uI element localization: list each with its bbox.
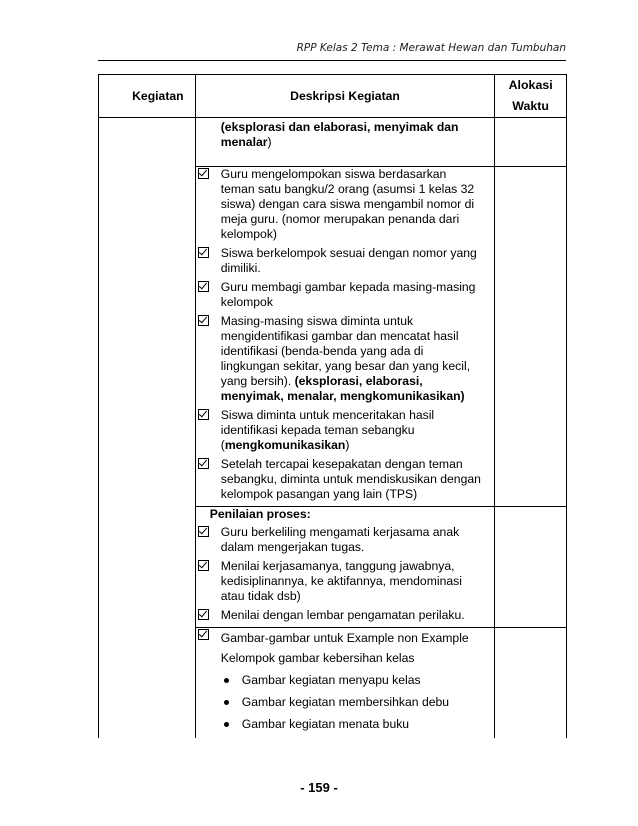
page-number: - 159 -: [300, 780, 338, 795]
column-header-deskripsi: Deskripsi Kegiatan: [195, 75, 495, 118]
checkbox-icon: [198, 247, 209, 258]
alokasi-cell: [495, 628, 567, 739]
alokasi-label: Alokasi: [508, 78, 553, 92]
list-item: Guru berkeliling mengamati kerjasama anak dalam mengerjakan tugas.: [196, 525, 495, 555]
list-item: Menilai kerjasamanya, tanggung jawabnya, kedisiplinannya, ke aktifannya, mendominasi atau tidak dsb): [196, 559, 495, 604]
list-item: Guru membagi gambar kepada masing-masing kelompok: [196, 280, 495, 310]
checkbox-icon: [198, 168, 209, 179]
list-item: Gambar-gambar untuk Example non Example Kelompok gambar kebersihan kelas: [196, 628, 495, 668]
lesson-activity-table: [98, 74, 567, 738]
list-item: Menilai dengan lembar pengamatan perilaku.: [196, 608, 495, 623]
list-item: Guru mengelompokan siswa berdasarkan teman satu bangku/2 orang (asumsi 1 kelas 32 siswa) dengan cara siswa mengambil nomor di meja guru. (nomor merupakan penanda dari kelompok): [196, 167, 495, 242]
column-header-alokasi-waktu: [495, 75, 567, 118]
bullet-item: Gambar kegiatan menyapu kelas: [196, 672, 495, 688]
alokasi-cell: [495, 507, 567, 628]
list-item: Siswa diminta untuk menceritakan hasil identifikasi kepada teman sebangku (mengkomunikasikan): [196, 408, 495, 453]
checkbox-icon: [198, 281, 209, 292]
intro-cell: [195, 118, 495, 167]
checkbox-icon: [198, 315, 209, 326]
list-item: Setelah tercapai kesepakatan dengan teman sebangku, diminta untuk mendiskusikan dengan kelompok pasangan yang lain (TPS): [196, 457, 495, 502]
checkbox-icon: [198, 560, 209, 571]
checkbox-icon: [198, 609, 209, 620]
kelompok-gambar-label: Kelompok gambar kebersihan kelas: [220, 651, 415, 665]
checkbox-icon: [198, 629, 209, 640]
bullet-list: [196, 672, 495, 732]
activity-block-1: [195, 167, 495, 507]
checkbox-icon: [198, 458, 209, 469]
alokasi-cell: [495, 167, 567, 507]
kegiatan-cell: [99, 118, 196, 739]
intro-text: (eksplorasi dan elaborasi, menyimak dan menalar): [220, 120, 459, 149]
checkbox-icon: [198, 409, 209, 420]
alokasi-cell: [495, 118, 567, 167]
bullet-item: Gambar kegiatan menata buku: [196, 716, 495, 732]
column-header-kegiatan: Kegiatan: [99, 75, 196, 118]
activity-block-2: [195, 507, 495, 628]
list-item: Masing-masing siswa diminta untuk mengidentifikasi gambar dan mencatat hasil identifikasi (benda-benda yang ada di lingkungan sekitar, yang besar dan yang kecil, yang bersih). (eksplorasi, elaborasi, menyimak, menalar, mengkomunikasikan): [196, 314, 495, 404]
bullet-item: Gambar kegiatan membersihkan debu: [196, 694, 495, 710]
waktu-label: Waktu: [512, 99, 549, 113]
list-item: Siswa berkelompok sesuai dengan nomor yang dimiliki.: [196, 246, 495, 276]
activity-block-3: [195, 628, 495, 739]
table-header-row: [99, 75, 567, 118]
checkbox-icon: [198, 526, 209, 537]
header-rule: [98, 60, 566, 61]
table-row: [99, 118, 567, 167]
penilaian-proses-title: Penilaian proses:: [209, 507, 311, 521]
running-header: RPP Kelas 2 Tema : Merawat Hewan dan Tumbuhan: [296, 42, 566, 54]
